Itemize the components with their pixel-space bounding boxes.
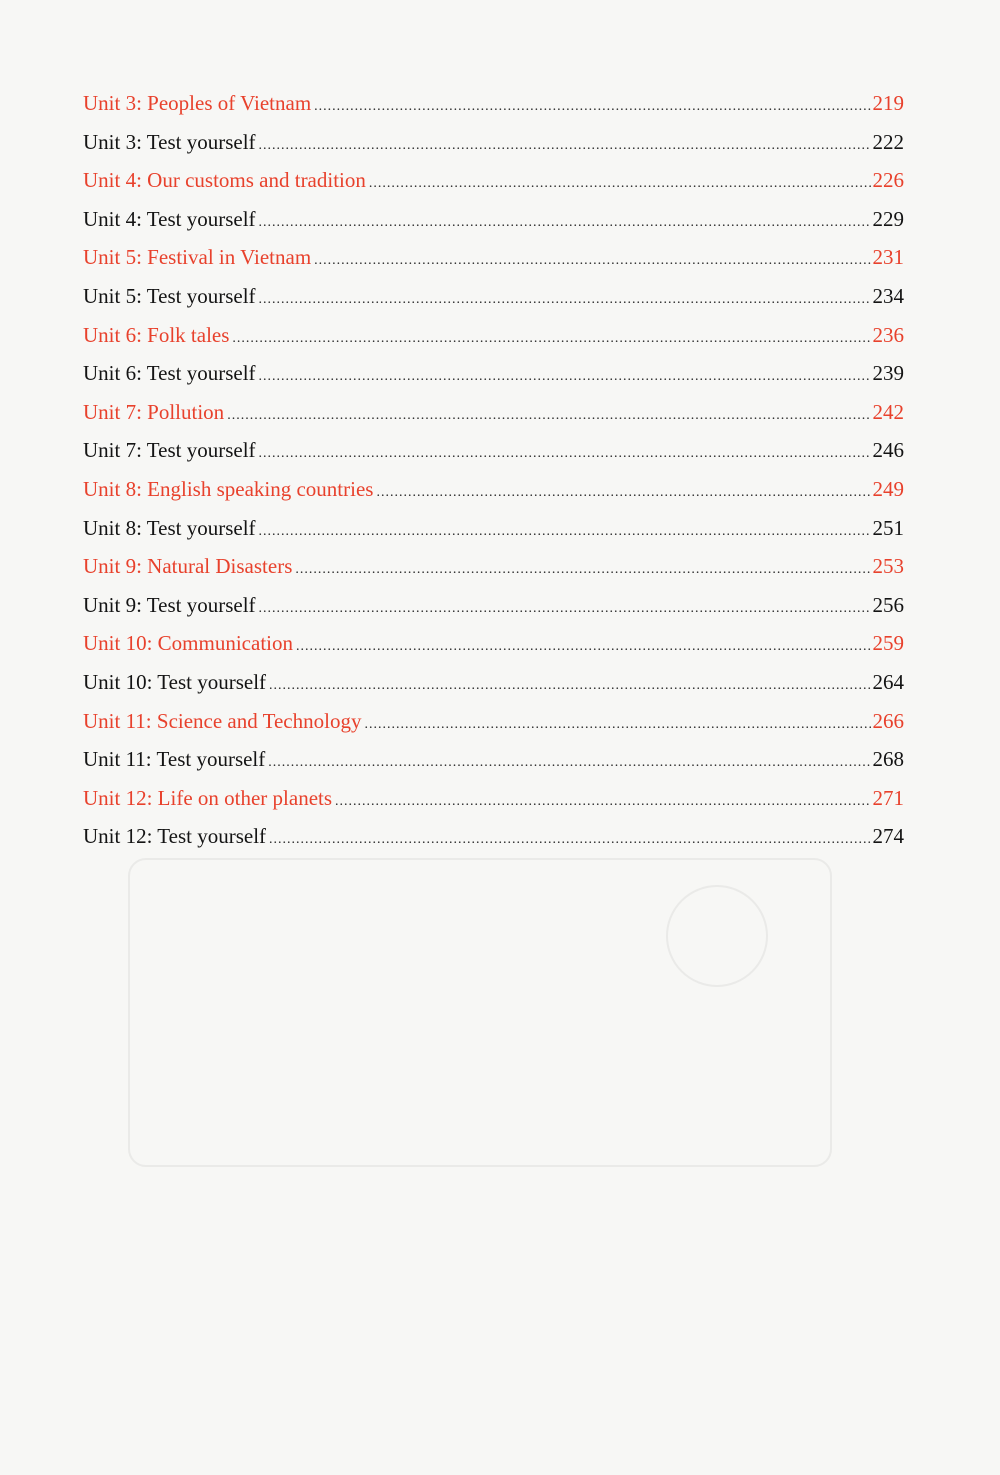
toc-entry[interactable] — [83, 624, 904, 663]
toc-entry[interactable] — [83, 586, 904, 625]
toc-entry[interactable] — [83, 779, 904, 818]
toc-entry-page: 266 — [872, 708, 904, 733]
toc-entry-page: 231 — [872, 245, 904, 270]
toc-entry-page: 229 — [872, 206, 904, 231]
toc-entry-page: 256 — [872, 592, 904, 617]
toc-entry[interactable] — [83, 123, 904, 162]
toc-leader-dots — [259, 513, 871, 552]
toc-leader-dots — [269, 821, 870, 860]
toc-entry-title: Unit 12: Test yourself — [83, 824, 267, 849]
toc-entry-title: Unit 6: Folk tales — [83, 322, 230, 347]
toc-leader-dots — [369, 165, 871, 204]
toc-entry-title: Unit 7: Test yourself — [83, 438, 256, 463]
toc-entry[interactable] — [83, 702, 904, 741]
toc-leader-dots — [296, 628, 871, 667]
toc-entry[interactable] — [83, 161, 904, 200]
toc-entry-page: 236 — [872, 322, 904, 347]
toc-entry-page: 226 — [872, 168, 904, 193]
toc-entry[interactable] — [83, 238, 904, 277]
toc-leader-dots — [259, 435, 871, 474]
toc-entry-page: 234 — [872, 283, 904, 308]
toc-entry-title: Unit 5: Festival in Vietnam — [83, 245, 312, 270]
toc-entry-page: 251 — [872, 515, 904, 540]
toc-entry[interactable] — [83, 663, 904, 702]
toc-entry[interactable] — [83, 547, 904, 586]
toc-entry-page: 222 — [872, 129, 904, 154]
toc-entry-page: 274 — [872, 824, 904, 849]
toc-entry-page: 219 — [872, 91, 904, 115]
toc-entry-page: 268 — [872, 747, 904, 772]
toc-entry[interactable] — [83, 740, 904, 779]
toc-entry-title: Unit 10: Test yourself — [83, 669, 267, 694]
toc-entry[interactable] — [83, 393, 904, 432]
toc-leader-dots — [259, 281, 871, 320]
toc-leader-dots — [376, 474, 870, 513]
toc-entry[interactable] — [83, 817, 904, 856]
toc-entry-page: 259 — [872, 631, 904, 656]
toc-leader-dots — [295, 551, 870, 590]
toc-leader-dots — [259, 590, 871, 629]
toc-entry[interactable] — [83, 200, 904, 239]
toc-entry-title: Unit 5: Test yourself — [83, 283, 256, 308]
reverse-page-seal — [666, 885, 768, 987]
toc-entry-title: Unit 3: Peoples of Vietnam — [83, 91, 312, 115]
toc-entry-title: Unit 8: English speaking countries — [83, 476, 374, 501]
toc-entry-title: Unit 9: Natural Disasters — [83, 554, 293, 579]
toc-leader-dots — [259, 127, 871, 166]
table-of-contents — [83, 84, 904, 856]
toc-entry[interactable] — [83, 431, 904, 470]
toc-entry[interactable] — [83, 84, 904, 123]
toc-entry-page: 271 — [872, 785, 904, 810]
toc-entry-page: 246 — [872, 438, 904, 463]
toc-entry-title: Unit 3: Test yourself — [83, 129, 256, 154]
toc-entry-title: Unit 4: Test yourself — [83, 206, 256, 231]
toc-leader-dots — [259, 204, 871, 243]
toc-leader-dots — [314, 88, 870, 127]
toc-entry-page: 242 — [872, 399, 904, 424]
toc-entry[interactable] — [83, 354, 904, 393]
toc-leader-dots — [269, 667, 870, 706]
toc-entry-page: 264 — [872, 669, 904, 694]
toc-leader-dots — [232, 320, 870, 359]
toc-leader-dots — [259, 358, 871, 397]
toc-entry-title: Unit 4: Our customs and tradition — [83, 168, 366, 193]
toc-entry-title: Unit 6: Test yourself — [83, 361, 256, 386]
toc-entry-page: 249 — [872, 476, 904, 501]
toc-entry-title: Unit 10: Communication — [83, 631, 293, 656]
toc-entry[interactable] — [83, 470, 904, 509]
toc-leader-dots — [364, 706, 870, 745]
toc-entry[interactable] — [83, 316, 904, 355]
toc-entry-page: 239 — [872, 361, 904, 386]
toc-entry-title: Unit 11: Science and Technology — [83, 708, 362, 733]
toc-leader-dots — [335, 783, 870, 822]
toc-entry[interactable] — [83, 277, 904, 316]
toc-entry-page: 253 — [872, 554, 904, 579]
toc-entry-title: Unit 12: Life on other planets — [83, 785, 333, 810]
toc-leader-dots — [227, 397, 870, 436]
toc-entry-title: Unit 11: Test yourself — [83, 747, 266, 772]
toc-entry[interactable] — [83, 509, 904, 548]
toc-leader-dots — [314, 242, 870, 281]
toc-entry-title: Unit 7: Pollution — [83, 399, 225, 424]
toc-entry-title: Unit 8: Test yourself — [83, 515, 256, 540]
toc-leader-dots — [268, 744, 870, 783]
toc-entry-title: Unit 9: Test yourself — [83, 592, 256, 617]
